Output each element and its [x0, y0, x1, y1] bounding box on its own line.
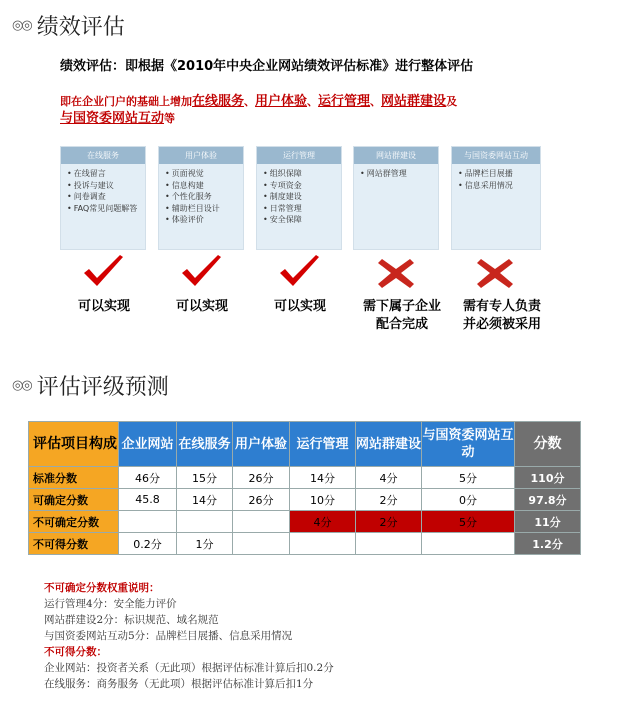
result-text: 可以实现	[175, 299, 228, 314]
cross-icon	[472, 253, 518, 293]
score-table	[28, 421, 581, 555]
note-line: 企业网站：投资者关系（无此项）根据评估标准计算后扣0.2分	[44, 662, 334, 674]
table-row: 不可确定分数 4分 2分 5分 11分	[29, 511, 581, 533]
check-icon	[80, 253, 126, 293]
card-sasac-interaction: 与国资委网站互动 • 品牌栏目展播 • 信息采用情况	[451, 146, 541, 250]
column-header: 用户体验	[233, 422, 290, 467]
notes-block	[44, 580, 334, 692]
section-title: 绩效评估	[36, 15, 125, 40]
note-line: 在线服务：商务服务（无此项）根据评估标准计算后扣1分	[44, 678, 314, 690]
circle-bullet-icon: ◎◎	[12, 378, 31, 393]
table-row: 可确定分数 45.8 14分 26分 10分 2分 0分 97.8分	[29, 489, 581, 511]
column-header: 企业网站	[119, 422, 177, 467]
section-heading-performance	[12, 10, 125, 41]
card-online-service: 在线服务 • 在线留言 • 投诉与建议 • 问卷调查 • FAQ常见问题解答	[60, 146, 146, 250]
column-header: 网站群建设	[356, 422, 422, 467]
score-header: 分数	[515, 422, 581, 467]
intro-text: 即在企业门户的基础上增加在线服务、用户体验、运行管理、网站群建设及 与国资委网站互动等	[60, 94, 458, 126]
check-icon	[276, 253, 322, 293]
result-text: 需下属子企业配合完成	[362, 299, 441, 332]
note-heading: 不可确定分数权重说明：	[44, 582, 160, 594]
card-site-group: 网站群建设 • 网站群管理	[353, 146, 439, 250]
result-text: 可以实现	[77, 299, 130, 314]
column-header: 与国资委网站互动	[422, 422, 515, 467]
result-text: 可以实现	[273, 299, 326, 314]
card-operation-management: 运行管理 • 组织保障 • 专项资金 • 制度建设 • 日常管理 • 安全保障	[256, 146, 342, 250]
table-row: 标准分数 46分 15分 26分 14分 4分 5分 110分	[29, 467, 581, 489]
subtitle: 绩效评估：即根据《2010年中央企业网站绩效评估标准》进行整体评估	[60, 59, 474, 74]
note-line: 与国资委网站互动5分：品牌栏目展播、信息采用情况	[44, 630, 293, 642]
column-header: 在线服务	[177, 422, 233, 467]
table-row: 不可得分数 0.2分 1分 1.2分	[29, 533, 581, 555]
note-heading: 不可得分数：	[44, 646, 107, 658]
section-heading-rating	[12, 370, 169, 401]
section-title: 评估评级预测	[36, 375, 169, 400]
note-line: 网站群建设2分：标识规范、域名规范	[44, 614, 219, 626]
card-user-experience: 用户体验 • 页面视觉 • 信息构建 • 个性化服务 • 辅助栏目设计 • 体验评价	[158, 146, 244, 250]
result-text: 需有专人负责并必须被采用	[462, 299, 541, 332]
column-header: 运行管理	[290, 422, 356, 467]
cross-icon	[373, 253, 419, 293]
table-corner: 评估项目构成	[29, 422, 119, 467]
circle-bullet-icon: ◎◎	[12, 18, 31, 33]
note-line: 运行管理4分：安全能力评价	[44, 598, 177, 610]
check-icon	[178, 253, 224, 293]
